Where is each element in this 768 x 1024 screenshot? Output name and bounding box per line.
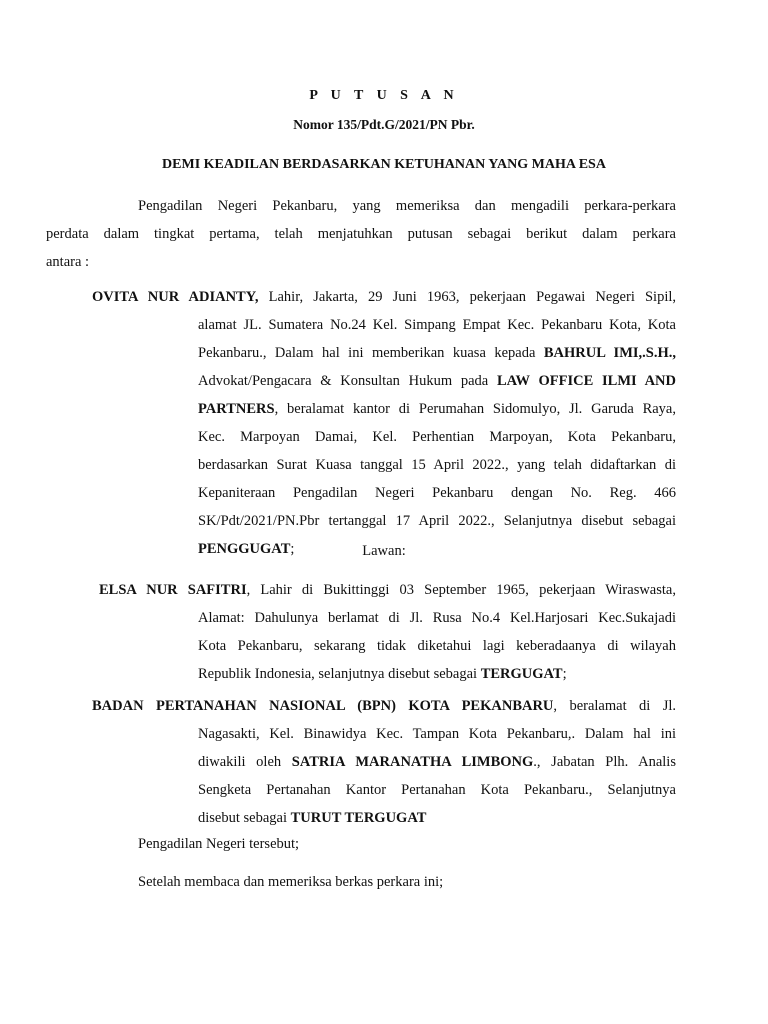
party3-first-line xyxy=(92,692,676,720)
document-title: P U T U S A N xyxy=(309,88,459,103)
party1-details xyxy=(92,311,676,563)
party1-first-text: Lahir, Jakarta, 29 Juni 1963, pekerjaan Pegawai Negeri Sipil, xyxy=(258,289,676,305)
party1-name: OVITA NUR ADIANTY, xyxy=(92,289,259,305)
party1-line-7: berdasarkan Surat Kuasa tanggal 15 April 2022., yang telah didaftarkan di xyxy=(198,457,676,473)
party1-line-5 xyxy=(198,395,676,423)
party2-line-2: Alamat: Dahulunya berlamat di Jl. Rusa No.4 Kel.Harjosari Kec.Sukajadi xyxy=(198,610,676,626)
party1-law-office: LAW OFFICE ILMI AND xyxy=(496,373,677,389)
case-number: Nomor 135/Pdt.G/2021/PN Pbr. xyxy=(293,117,475,132)
party2-line-4-text: Republik Indonesia, selanjutnya disebut sebagai xyxy=(198,666,481,682)
party2-line-4 xyxy=(198,660,676,688)
party1-line-4 xyxy=(198,367,676,395)
closing-line-2: Setelah membaca dan memeriksa berkas perkara ini; xyxy=(138,874,444,890)
party1-line-9: SK/Pdt/2021/PN.Pbr tertanggal 17 April 2022., Selanjutnya disebut sebagai xyxy=(198,513,676,529)
party3-name: BADAN PERTANAHAN NASIONAL (BPN) KOTA PEKANBARU xyxy=(92,698,554,714)
intro-line-1: Pengadilan Negeri Pekanbaru, yang memeriksa dan mengadili perkara-perkara xyxy=(138,198,676,214)
party3-line-3-post: ., Jabatan Plh. Analis xyxy=(533,754,676,770)
party3-representative: SATRIA MARANATHA LIMBONG xyxy=(291,754,534,770)
party1-partners: PARTNERS xyxy=(198,401,275,417)
party-penggugat xyxy=(92,283,676,563)
party1-line-4-text: Advokat/Pengacara & Konsultan Hukum pada xyxy=(198,373,497,389)
party3-details xyxy=(92,720,676,832)
intro-paragraph xyxy=(46,192,676,276)
party1-line-5-text: , beralamat kantor di Perumahan Sidomulyo, Jl. Garuda Raya, xyxy=(274,401,676,417)
intro-line-2: perdata dalam tingkat pertama, telah menjatuhkan putusan sebagai berikut dalam perkara xyxy=(46,226,676,242)
party1-first-line xyxy=(92,283,676,311)
party2-name: ELSA NUR SAFITRI xyxy=(99,582,247,598)
party1-counsel-name: BAHRUL IMI,.S.H., xyxy=(543,345,676,361)
party3-role: TURUT TERGUGAT xyxy=(290,810,427,826)
party1-role: PENGGUGAT xyxy=(198,541,291,557)
party1-line-3-text: Pekanbaru., Dalam hal ini memberikan kuasa kepada xyxy=(198,345,544,361)
party3-first-text: , beralamat di Jl. xyxy=(553,698,676,714)
party2-role-punct: ; xyxy=(562,666,567,682)
intro-line-3: antara : xyxy=(46,254,90,270)
party3-line-5-text: disebut sebagai xyxy=(198,810,291,826)
party1-line-6: Kec. Marpoyan Damai, Kel. Perhentian Marpoyan, Kota Pekanbaru, xyxy=(198,429,676,445)
closing-line-1: Pengadilan Negeri tersebut; xyxy=(138,836,300,852)
party2-line-3: Kota Pekanbaru, sekarang tidak diketahui lagi keberadaanya di wilayah xyxy=(198,638,676,654)
party-tergugat xyxy=(92,576,676,688)
party-turut-tergugat xyxy=(92,692,676,832)
party1-line-2: alamat JL. Sumatera No.24 Kel. Simpang Empat Kec. Pekanbaru Kota, Kota xyxy=(198,317,676,333)
party2-first-line xyxy=(92,576,676,604)
party1-line-8: Kepaniteraan Pengadilan Negeri Pekanbaru dengan No. Reg. 466 xyxy=(198,485,676,501)
party2-role: TERGUGAT xyxy=(480,666,563,682)
party3-line-3-text: diwakili oleh xyxy=(198,754,292,770)
lawan-label: Lawan: xyxy=(362,543,406,559)
party3-line-2: Nagasakti, Kel. Binawidya Kec. Tampan Kota Pekanbaru,. Dalam hal ini xyxy=(198,726,676,742)
heading-demi-keadilan: DEMI KEADILAN BERDASARKAN KETUHANAN YANG MAHA ESA xyxy=(162,157,606,172)
party2-details xyxy=(92,604,676,688)
party1-line-3 xyxy=(198,339,676,367)
party3-line-3 xyxy=(198,748,676,776)
party3-line-4: Sengketa Pertanahan Kantor Pertanahan Kota Pekanbaru., Selanjutnya xyxy=(198,782,676,798)
party2-first-text: , Lahir di Bukittinggi 03 September 1965, pekerjaan Wiraswasta, xyxy=(246,582,676,598)
party1-role-punct: ; xyxy=(290,541,295,557)
party3-line-5 xyxy=(198,804,676,832)
